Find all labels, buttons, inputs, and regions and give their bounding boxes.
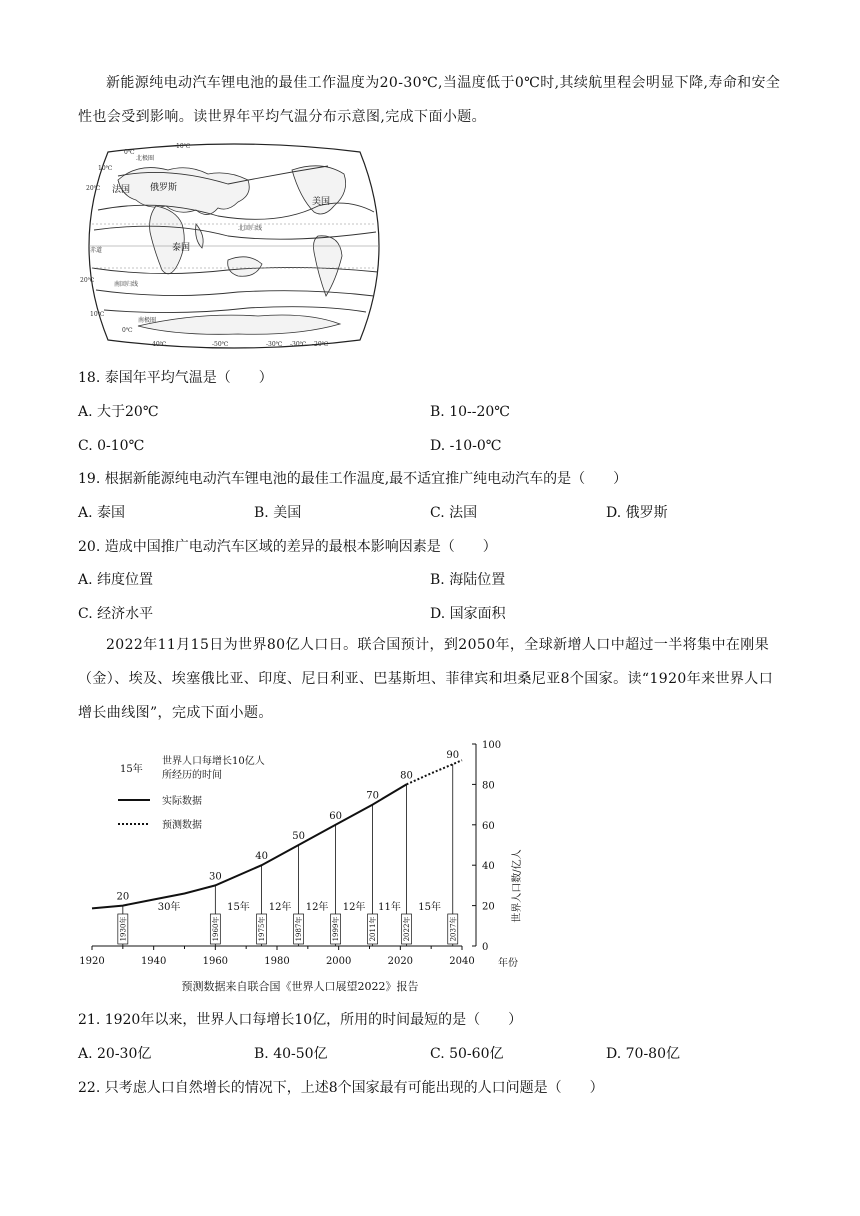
interval-label: 11年 bbox=[378, 902, 401, 913]
southeast-asia-shape bbox=[196, 224, 204, 248]
intro-paragraph-2 bbox=[78, 628, 784, 730]
milestone-value-label: 70 bbox=[366, 790, 379, 802]
option-b: B. 40-50亿 bbox=[254, 1046, 328, 1062]
population-chart-svg bbox=[70, 734, 530, 1000]
map-label-tropic-cancer: 北回归线 bbox=[238, 225, 263, 232]
map-temp-label: 10℃ bbox=[98, 165, 113, 172]
milestone-year-label: 1999年 bbox=[332, 916, 341, 942]
option-c: C. 法国 bbox=[430, 505, 478, 521]
option-a: A. 泰国 bbox=[78, 505, 126, 521]
option-a: A. 大于20℃ bbox=[78, 404, 159, 420]
interval-label: 12年 bbox=[268, 902, 292, 913]
option-c: C. 50-60亿 bbox=[430, 1046, 504, 1062]
question-22-stem: 22. 只考虑人口自然增长的情况下，上述8个国家最有可能出现的人口问题是（ ） bbox=[78, 1080, 604, 1096]
australia-shape bbox=[228, 257, 262, 276]
map-label-france: 法国 bbox=[112, 185, 131, 195]
chart-source-note: 预测数据来自联合国《世界人口展望2022》报告 bbox=[181, 980, 419, 993]
option-c: C. 0-10℃ bbox=[78, 438, 145, 454]
option-b: B. 10--20℃ bbox=[430, 404, 510, 420]
south-america-shape bbox=[314, 236, 343, 296]
intro-paragraph-1 bbox=[78, 66, 784, 134]
y-tick-label: 80 bbox=[482, 780, 495, 792]
option-b: B. 美国 bbox=[254, 505, 302, 521]
map-temp-label: 20℃ bbox=[80, 277, 95, 284]
y-tick-label: 0 bbox=[482, 942, 489, 953]
option-c: C. 经济水平 bbox=[78, 606, 154, 622]
y-axis-label: 世界人口数/亿人 bbox=[512, 849, 523, 923]
actual-data-line bbox=[92, 784, 407, 908]
forecast-data-line bbox=[407, 760, 463, 784]
map-temp-label: 0℃ bbox=[122, 327, 133, 334]
intro-text-1: 新能源纯电动汽车锂电池的最佳工作温度为20-30℃,当温度低于0℃时,其续航里程会明显下降,寿命和安全性也会受到影响。读世界年平均气温分布示意图,完成下面小题。 bbox=[78, 75, 781, 125]
y-tick-label: 20 bbox=[482, 901, 495, 913]
question-18-stem: 18. 泰国年平均气温是（ ） bbox=[78, 370, 273, 386]
milestone-value-label: 90 bbox=[446, 750, 460, 762]
milestone-value-label: 50 bbox=[292, 831, 305, 842]
milestone-year-label: 1930年 bbox=[119, 916, 128, 942]
x-tick-label: 1920 bbox=[79, 956, 105, 967]
antarctica-shape bbox=[138, 315, 340, 334]
map-label-tropic-capricorn: 南回归线 bbox=[114, 281, 139, 288]
question-19-stem: 19. 根据新能源纯电动汽车锂电池的最佳工作温度,最不适宜推广纯电动汽车的是（ ） bbox=[78, 471, 628, 487]
legend-forecast-label: 预测数据 bbox=[162, 820, 202, 831]
milestone-year-label: 2011年 bbox=[369, 916, 378, 942]
intro-text-2: 2022年11月15日为世界80亿人口日。联合国预计，到2050年，全球新增人口中超过一半将集中在刚果（金）、埃及、埃塞俄比亚、印度、尼日利亚、巴基斯坦、菲律宾和坦桑尼亚8个国家。读“1920年来世界人口增长曲线图”，完成下面小题。 bbox=[78, 637, 774, 721]
interval-label: 12年 bbox=[342, 902, 366, 913]
map-temp-label: -30℃ bbox=[290, 341, 307, 348]
x-tick-label: 2040 bbox=[449, 956, 475, 967]
x-tick-label: 1980 bbox=[264, 956, 290, 967]
legend-note-year: 15年 bbox=[120, 764, 143, 775]
x-tick-label: 1940 bbox=[140, 956, 167, 967]
x-tick-label: 2020 bbox=[387, 956, 414, 967]
y-tick-label: 60 bbox=[482, 820, 495, 832]
interval-label: 15年 bbox=[418, 902, 441, 913]
map-temp-label: -30℃ bbox=[266, 341, 283, 348]
interval-label: 30年 bbox=[157, 902, 181, 913]
question-21-stem: 21. 1920年以来，世界人口每增长10亿，所用的时间最短的是（ ） bbox=[78, 1012, 523, 1028]
map-label-thailand: 泰国 bbox=[172, 243, 191, 253]
legend-note-line1: 世界人口每增长10亿人 bbox=[162, 756, 265, 767]
map-temp-label: -20℃ bbox=[312, 341, 329, 348]
milestone-year-label: 2022年 bbox=[403, 916, 411, 942]
milestone-value-label: 60 bbox=[329, 810, 342, 822]
option-d: D. 俄罗斯 bbox=[606, 505, 668, 521]
map-temp-label: -50℃ bbox=[212, 341, 229, 348]
africa-shape bbox=[150, 206, 185, 274]
y-tick-label: 40 bbox=[482, 861, 495, 873]
map-temp-label: 0℃ bbox=[124, 149, 135, 156]
milestone-year-label: 2037年 bbox=[449, 916, 458, 942]
legend-note-line2: 所经历的时间 bbox=[162, 770, 222, 781]
legend-actual-label: 实际数据 bbox=[162, 796, 202, 807]
option-b: B. 海陆位置 bbox=[430, 572, 506, 588]
map-label-usa: 美国 bbox=[312, 197, 331, 207]
option-a: A. 纬度位置 bbox=[78, 572, 154, 588]
milestone-value-label: 20 bbox=[116, 891, 130, 903]
x-tick-label: 2000 bbox=[325, 956, 352, 967]
interval-label: 15年 bbox=[227, 902, 250, 913]
x-axis-label: 年份 bbox=[498, 958, 518, 969]
milestone-year-label: 1987年 bbox=[295, 916, 304, 942]
option-a: A. 20-30亿 bbox=[78, 1046, 152, 1062]
map-temp-label: -40℃ bbox=[150, 341, 167, 348]
map-label-arctic-circle: 北极圈 bbox=[136, 155, 155, 162]
option-d: D. -10-0℃ bbox=[430, 438, 502, 454]
map-temp-label: 10℃ bbox=[90, 311, 105, 318]
map-temp-label: -10℃ bbox=[174, 143, 191, 150]
interval-label: 12年 bbox=[305, 902, 329, 913]
option-d: D. 70-80亿 bbox=[606, 1046, 680, 1062]
map-label-russia: 俄罗斯 bbox=[150, 183, 178, 193]
milestone-year-label: 1975年 bbox=[258, 916, 267, 942]
option-d: D. 国家面积 bbox=[430, 606, 506, 622]
milestone-value-label: 80 bbox=[400, 770, 413, 782]
milestone-year-label: 1960年 bbox=[211, 916, 220, 942]
map-label-antarctic-circle: 南极圈 bbox=[138, 317, 157, 324]
world-temperature-map bbox=[78, 140, 390, 352]
population-chart bbox=[70, 734, 530, 1000]
x-tick-label: 1960 bbox=[202, 956, 229, 967]
milestone-value-label: 30 bbox=[208, 871, 222, 883]
milestone-value-label: 40 bbox=[255, 851, 268, 863]
map-temp-label: 20℃ bbox=[86, 185, 101, 192]
question-20-stem: 20. 造成中国推广电动汽车区域的差异的最根本影响因素是（ ） bbox=[78, 539, 497, 555]
map-label-equator: 赤道 bbox=[90, 247, 103, 254]
y-tick-label: 100 bbox=[482, 740, 502, 751]
